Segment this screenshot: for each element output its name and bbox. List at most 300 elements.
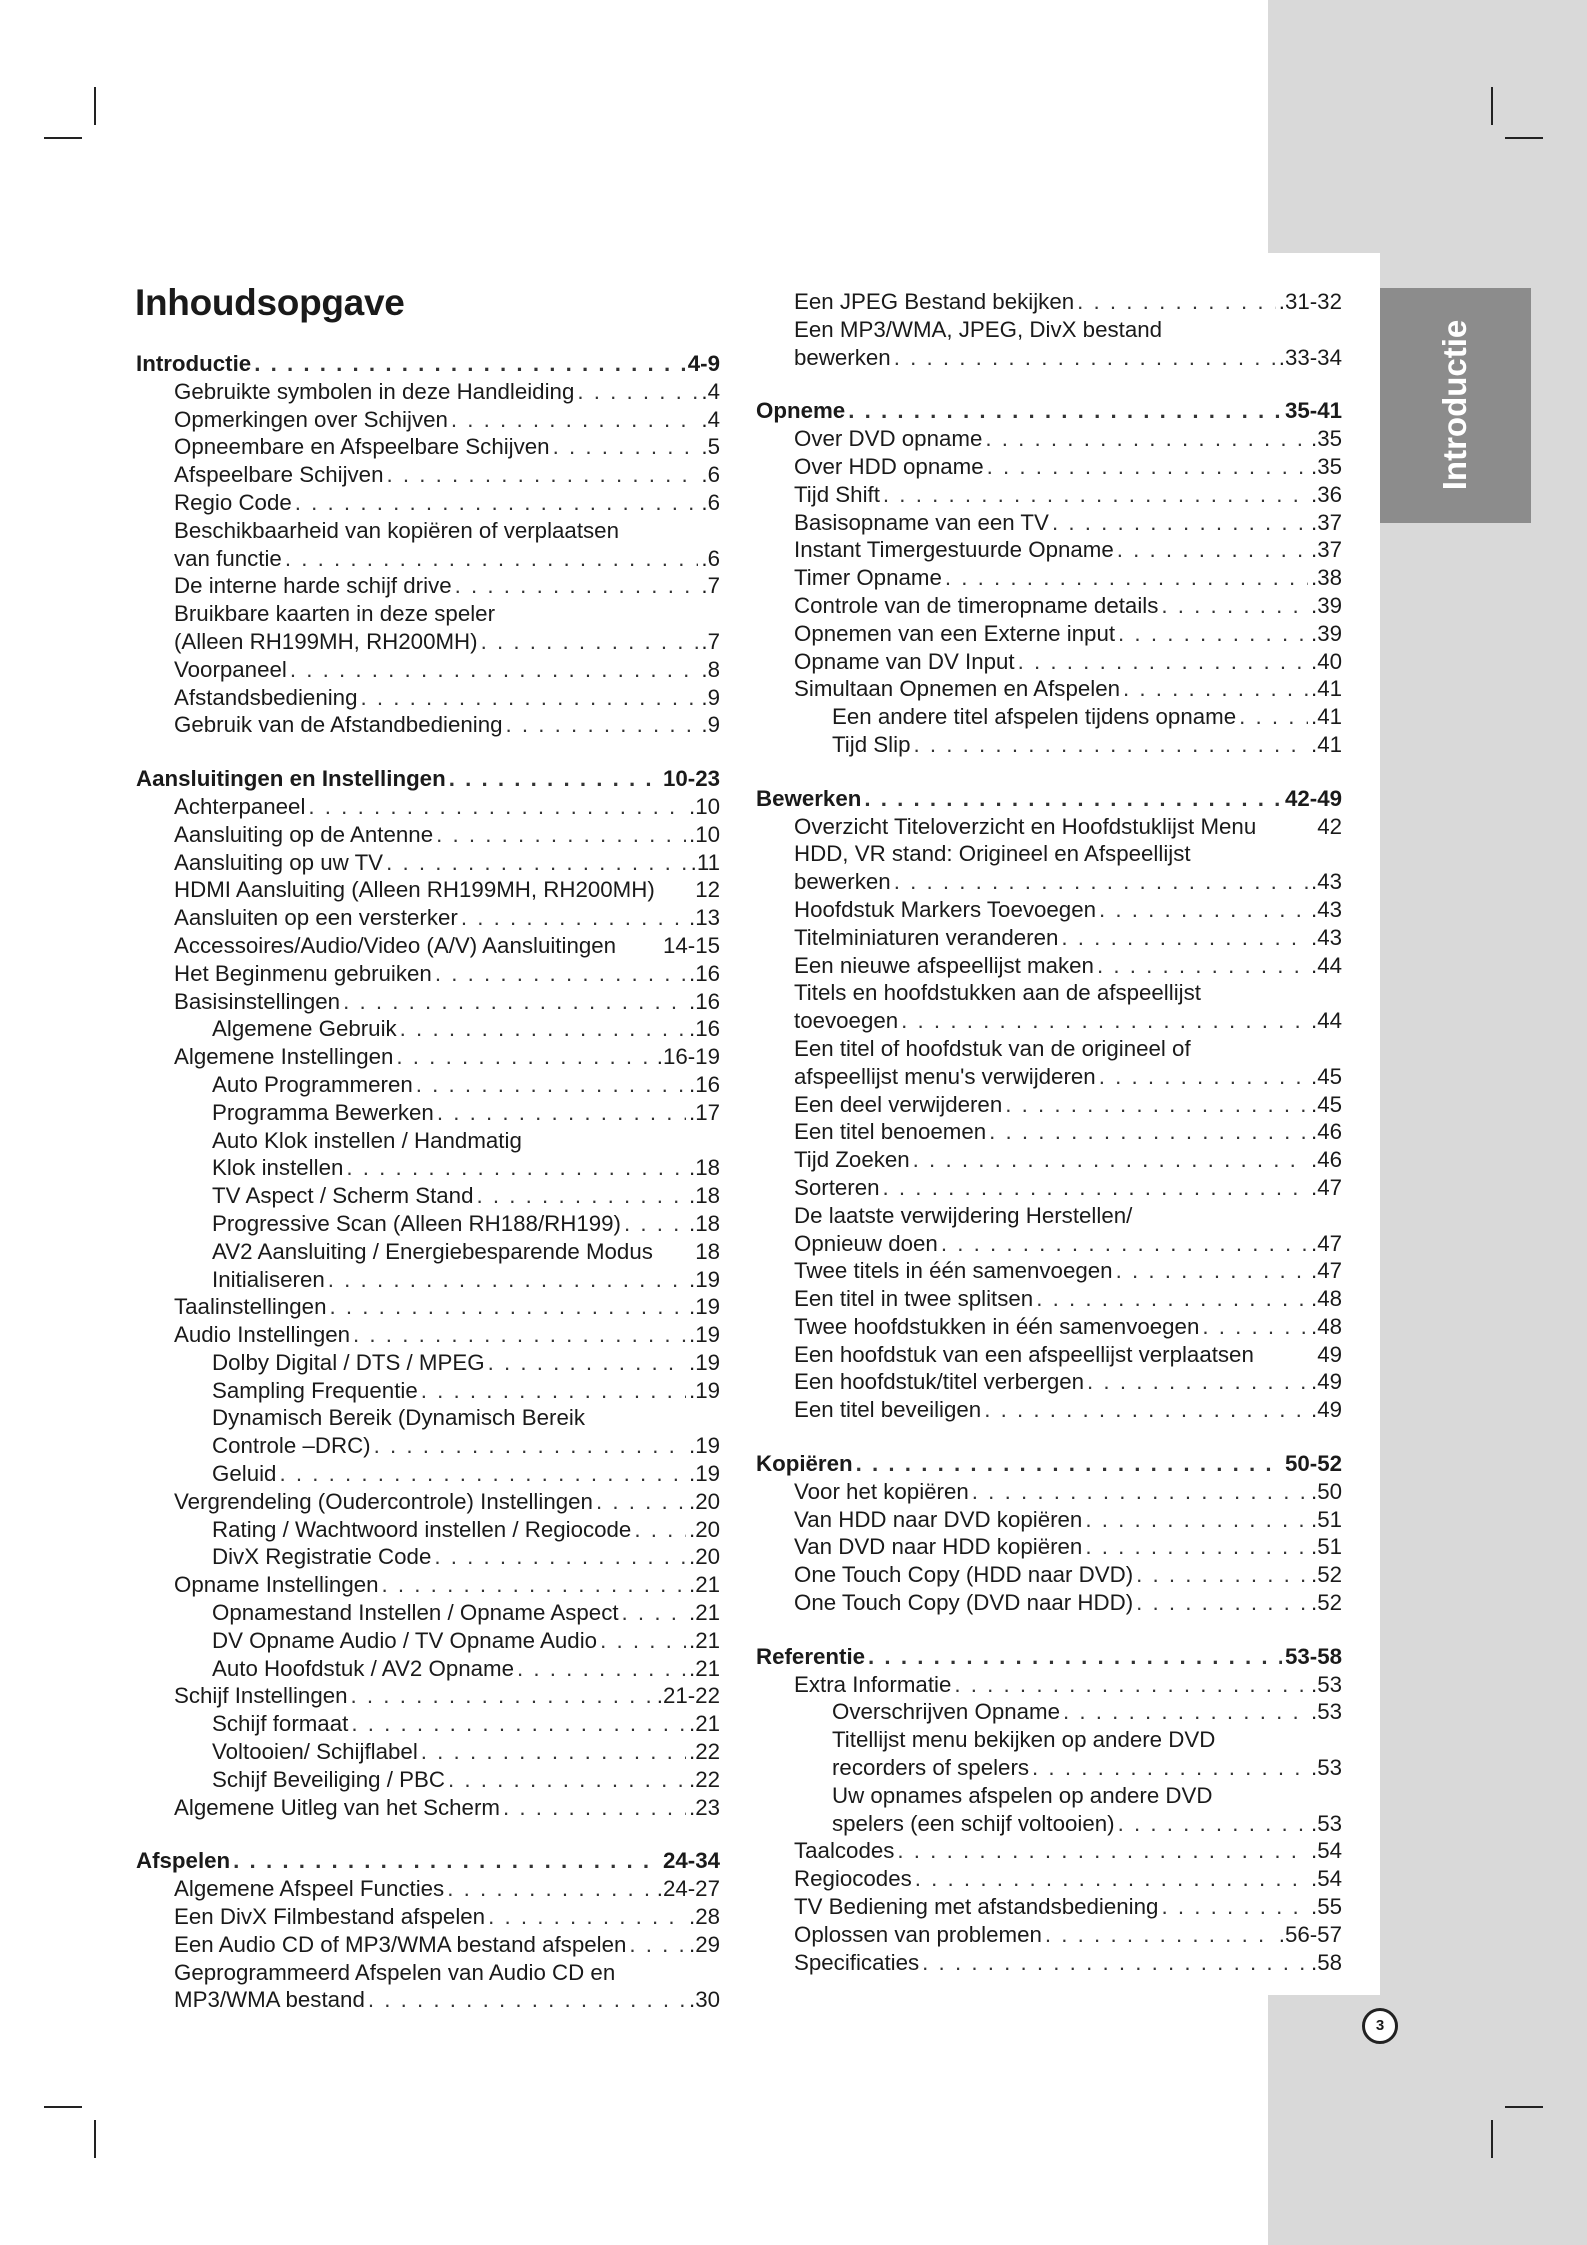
toc-dot-leader: [329, 1293, 686, 1321]
toc-entry: [756, 1257, 1342, 1285]
toc-dot-leader: [368, 1986, 686, 2014]
toc-page-number: .18: [689, 1183, 720, 1209]
toc-dot-leader: [1036, 1285, 1308, 1313]
toc-entry: [756, 675, 1342, 703]
toc-entry-title: spelers (een schijf voltooien): [832, 1810, 1115, 1836]
toc-entry-title: Bruikbare kaarten in deze speler: [174, 601, 496, 627]
toc-entry: [756, 1313, 1342, 1341]
toc-dot-leader: [913, 1146, 1308, 1174]
toc-entry: [136, 1127, 720, 1155]
toc-entry: [136, 1432, 720, 1460]
toc-section-heading: [136, 1847, 720, 1875]
toc-entry: [136, 849, 720, 877]
toc-page-number: .55: [1311, 1894, 1342, 1920]
toc-entry-title: Basisinstellingen: [174, 988, 341, 1014]
toc-section-heading: [756, 397, 1342, 425]
toc-entry: [756, 425, 1342, 453]
toc-entry: [136, 1349, 720, 1377]
toc-dot-leader: [1005, 1091, 1308, 1119]
toc-dot-leader: [1118, 1810, 1308, 1838]
toc-entry-title: Over DVD opname: [794, 426, 983, 452]
toc-entry-title: Extra Informatie: [794, 1671, 952, 1697]
toc-entry-title: Afspeelbare Schijven: [174, 462, 384, 488]
toc-page-number: .28: [689, 1904, 720, 1930]
toc-dot-leader: [1085, 1533, 1308, 1561]
toc-entry: [136, 517, 720, 545]
page-number: 3: [1362, 2008, 1398, 2044]
toc-entry-title: Afspelen: [136, 1848, 231, 1874]
toc-page-number: .43: [1311, 869, 1342, 895]
toc-entry: [136, 1599, 720, 1627]
toc-page-number: 12: [695, 877, 720, 903]
toc-dot-leader: [941, 1230, 1308, 1258]
toc-entry-title: Accessoires/Audio/Video (A/V) Aansluitingen: [174, 932, 617, 958]
toc-entry: [136, 1099, 720, 1127]
toc-section-heading: [756, 1450, 1342, 1478]
toc-dot-leader: [386, 849, 688, 877]
toc-page-number: .31-32: [1278, 289, 1342, 314]
toc-entry-title: Instant Timergestuurde Opname: [794, 537, 1114, 563]
toc-entry: [756, 288, 1342, 316]
toc-entry: [756, 1837, 1342, 1865]
toc-entry: [136, 406, 720, 434]
toc-entry: [756, 1589, 1342, 1617]
toc-page-number: .24-27: [656, 1876, 720, 1902]
toc-page-number: .29: [689, 1931, 720, 1957]
toc-page-number: .39: [1311, 592, 1342, 618]
toc-dot-leader: [290, 656, 699, 684]
toc-page-number: .48: [1311, 1286, 1342, 1312]
toc-page-number: .20: [689, 1488, 720, 1514]
toc-entry: [136, 461, 720, 489]
toc-dot-leader: [448, 1766, 686, 1794]
toc-dot-leader: [1063, 1698, 1308, 1726]
toc-dot-leader: [386, 461, 698, 489]
toc-entry: [756, 536, 1342, 564]
toc-entry-title: bewerken: [794, 869, 891, 895]
toc-dot-leader: [1061, 924, 1308, 952]
page-title: Inhoudsopgave: [135, 282, 405, 323]
crop-mark: [1491, 87, 1493, 125]
toc-entry-title: Specificaties: [794, 1949, 920, 1975]
crop-mark: [94, 2120, 96, 2158]
toc-dot-leader: [922, 1949, 1308, 1977]
toc-dot-leader: [503, 1794, 686, 1822]
toc-entry-title: Opneme: [756, 398, 846, 424]
toc-entry-title: Algemene Afspeel Functies: [174, 1876, 445, 1902]
crop-mark: [1491, 2120, 1493, 2158]
toc-entry-title: Een titel in twee splitsen: [794, 1286, 1034, 1312]
toc-page-number: .21: [689, 1572, 720, 1598]
toc-entry-title: Dynamisch Bereik (Dynamisch Bereik: [212, 1405, 585, 1431]
toc-entry-title: Auto Klok instellen / Handmatig: [212, 1127, 522, 1153]
side-margin-band-bottom: [1268, 1995, 1587, 2245]
toc-page-number: .13: [689, 905, 720, 931]
toc-page-number: .21: [689, 1655, 720, 1681]
toc-entry: [136, 1931, 720, 1959]
toc-dot-leader: [848, 397, 1282, 425]
toc-entry: [136, 1404, 720, 1432]
toc-entry: [756, 1478, 1342, 1506]
toc-entry-title: bewerken: [794, 344, 891, 370]
toc-page-number: .22: [689, 1739, 720, 1765]
toc-entry: [136, 1959, 720, 1987]
toc-entry-title: Van DVD naar HDD kopiëren: [794, 1534, 1083, 1560]
toc-page-number: .38: [1311, 565, 1342, 591]
toc-entry-title: Een DivX Filmbestand afspelen: [174, 1904, 486, 1930]
toc-entry: [756, 924, 1342, 952]
toc-entry-title: toevoegen: [794, 1008, 899, 1034]
toc-entry-title: Regio Code: [174, 489, 292, 515]
toc-entry-title: Oplossen van problemen: [794, 1921, 1042, 1947]
toc-page-number: .22: [689, 1766, 720, 1792]
toc-page-number: 42-49: [1284, 785, 1342, 811]
toc-entry: [756, 509, 1342, 537]
toc-entry-title: Referentie: [756, 1643, 866, 1669]
toc-entry: [136, 904, 720, 932]
toc-entry: [136, 1794, 720, 1822]
crop-mark: [44, 2106, 82, 2108]
toc-entry: [136, 1238, 720, 1266]
toc-page-number: .54: [1311, 1838, 1342, 1864]
toc-dot-leader: [1087, 1368, 1308, 1396]
toc-entry-title: DivX Registratie Code: [212, 1544, 432, 1570]
toc-entry: [756, 1091, 1342, 1119]
toc-page-number: .7: [701, 628, 720, 654]
toc-entry: [136, 1293, 720, 1321]
toc-page-number: .19: [689, 1461, 720, 1487]
toc-entry: [756, 1368, 1342, 1396]
toc-page-number: .20: [689, 1516, 720, 1542]
toc-page-number: .20: [689, 1544, 720, 1570]
toc-page-number: .19: [689, 1349, 720, 1375]
toc-dot-leader: [864, 785, 1282, 813]
toc-dot-leader: [1045, 1921, 1276, 1949]
toc-page-number: .49: [1311, 1397, 1342, 1423]
toc-entry-title: Aansluiting op uw TV: [174, 849, 384, 875]
toc-entry: [756, 1671, 1342, 1699]
toc-entry-title: Algemene Uitleg van het Scherm: [174, 1794, 500, 1820]
toc-dot-leader: [972, 1478, 1308, 1506]
toc-entry-title: Vergrendeling (Oudercontrole) Instellingen: [174, 1488, 593, 1514]
toc-page-number: .9: [701, 712, 720, 738]
toc-page-number: .54: [1311, 1866, 1342, 1892]
toc-page-number: .51: [1311, 1506, 1342, 1532]
toc-dot-leader: [1099, 1063, 1308, 1091]
toc-entry: [136, 1266, 720, 1294]
toc-entry: [136, 1875, 720, 1903]
toc-entry: [136, 1903, 720, 1931]
toc-page-number: .5: [701, 434, 720, 460]
toc-dot-leader: [434, 1543, 686, 1571]
toc-page-number: .37: [1311, 537, 1342, 563]
toc-entry-title: Een Audio CD of MP3/WMA bestand afspelen: [174, 1931, 627, 1957]
toc-entry: [756, 731, 1342, 759]
toc-entry: [756, 1949, 1342, 1977]
toc-entry: [756, 1754, 1342, 1782]
toc-page-number: 14-15: [662, 932, 720, 958]
toc-page-number: 50-52: [1284, 1451, 1342, 1477]
toc-dot-leader: [343, 988, 686, 1016]
toc-dot-leader: [989, 1118, 1308, 1146]
toc-page-number: .17: [689, 1099, 720, 1125]
toc-entry: [136, 988, 720, 1016]
toc-entry: [136, 656, 720, 684]
toc-entry-title: De laatste verwijdering Herstellen/: [794, 1202, 1133, 1228]
toc-entry: [136, 572, 720, 600]
toc-dot-leader: [985, 425, 1308, 453]
toc-dot-leader: [461, 904, 686, 932]
toc-dot-leader: [435, 960, 686, 988]
toc-entry-title: Rating / Wachtwoord instellen / Regiocode: [212, 1516, 632, 1542]
toc-entry-title: Een nieuwe afspeellijst maken: [794, 952, 1094, 978]
toc-entry: [136, 793, 720, 821]
toc-dot-leader: [894, 868, 1308, 896]
toc-entry: [756, 316, 1342, 344]
toc-dot-leader: [447, 1875, 654, 1903]
toc-dot-leader: [1032, 1754, 1308, 1782]
toc-page-number: .40: [1311, 648, 1342, 674]
toc-page-number: .48: [1311, 1313, 1342, 1339]
toc-page-number: .41: [1311, 704, 1342, 730]
toc-entry-title: Voor het kopiëren: [794, 1478, 969, 1504]
toc-entry: [136, 1571, 720, 1599]
toc-entry-title: Geprogrammeerd Afspelen van Audio CD en: [174, 1959, 616, 1985]
toc-dot-leader: [1077, 288, 1276, 316]
toc-entry-title: Controle van de timeropname details: [794, 592, 1159, 618]
toc-entry-title: Afstandsbediening: [174, 684, 358, 710]
toc-entry-title: Titelminiaturen veranderen: [794, 924, 1059, 950]
toc-entry-title: van functie: [174, 545, 282, 571]
toc-entry-title: Initialiseren: [212, 1266, 325, 1292]
toc-page-number: .8: [701, 656, 720, 682]
toc-page-number: .44: [1311, 952, 1342, 978]
toc-dot-leader: [295, 489, 699, 517]
toc-dot-leader: [328, 1266, 686, 1294]
toc-entry: [136, 1627, 720, 1655]
toc-entry: [756, 896, 1342, 924]
toc-dot-leader: [437, 1099, 686, 1127]
toc-entry-title: Opnieuw doen: [794, 1230, 938, 1256]
toc-dot-leader: [436, 821, 686, 849]
toc-dot-leader: [400, 1015, 686, 1043]
toc-entry: [136, 1488, 720, 1516]
toc-dot-leader: [622, 1599, 686, 1627]
toc-entry: [756, 453, 1342, 481]
toc-entry-title: Taalcodes: [794, 1838, 895, 1864]
toc-entry: [756, 620, 1342, 648]
toc-page-number: .9: [701, 684, 720, 710]
toc-dot-leader: [455, 572, 699, 600]
toc-entry-title: Schijf Beveiliging / PBC: [212, 1766, 445, 1792]
toc-dot-leader: [987, 453, 1308, 481]
toc-page-number: .19: [689, 1266, 720, 1292]
toc-entry: [136, 489, 720, 517]
toc-entry-title: Opnamestand Instellen / Opname Aspect: [212, 1600, 619, 1626]
toc-entry: [756, 979, 1342, 1007]
toc-page-number: 49: [1317, 1341, 1342, 1367]
toc-page-number: .19: [689, 1377, 720, 1403]
toc-page-number: .16: [689, 1016, 720, 1042]
toc-entry-title: Een hoofdstuk van een afspeellijst verplaatsen: [794, 1341, 1254, 1367]
toc-dot-leader: [856, 1450, 1282, 1478]
toc-entry-title: Gebruik van de Afstandbediening: [174, 712, 503, 738]
toc-entry: [136, 1043, 720, 1071]
toc-section-heading: [756, 1643, 1342, 1671]
toc-dot-leader: [416, 1071, 686, 1099]
toc-page-number: .10: [689, 821, 720, 847]
toc-dot-leader: [517, 1655, 686, 1683]
toc-entry: [136, 684, 720, 712]
toc-entry-title: Een JPEG Bestand bekijken: [794, 289, 1075, 314]
toc-page-number: .16: [689, 1071, 720, 1097]
toc-entry: [136, 876, 720, 904]
toc-entry-title: Regiocodes: [794, 1866, 912, 1892]
toc-dot-leader: [894, 344, 1276, 372]
toc-dot-leader: [868, 1643, 1282, 1671]
toc-dot-leader: [553, 433, 699, 461]
toc-page-number: 35-41: [1284, 398, 1342, 424]
toc-dot-leader: [883, 1174, 1308, 1202]
toc-entry: [136, 1655, 720, 1683]
toc-page-number: .53: [1311, 1810, 1342, 1836]
toc-entry: [756, 1726, 1342, 1754]
toc-entry-title: Twee hoofdstukken in één samenvoegen: [794, 1313, 1200, 1339]
toc-page-number: .52: [1311, 1590, 1342, 1616]
toc-dot-leader: [506, 711, 699, 739]
toc-dot-leader: [351, 1710, 686, 1738]
toc-entry: [756, 1202, 1342, 1230]
toc-entry-title: Twee titels in één samenvoegen: [794, 1258, 1113, 1284]
toc-page-number: .11: [690, 849, 720, 875]
toc-entry-title: AV2 Aansluiting / Energiebesparende Modus: [212, 1238, 653, 1264]
toc-entry-title: afspeellijst menu's verwijderen: [794, 1063, 1096, 1089]
toc-entry: [136, 378, 720, 406]
toc-page-number: .49: [1311, 1369, 1342, 1395]
toc-dot-leader: [421, 1377, 686, 1405]
crop-mark: [1505, 137, 1543, 139]
toc-page-number: .53: [1311, 1699, 1342, 1725]
toc-page-number: .47: [1311, 1258, 1342, 1284]
toc-page-number: .47: [1311, 1230, 1342, 1256]
toc-page-number: .37: [1311, 509, 1342, 535]
toc-entry-title: Aansluiten op een versterker: [174, 905, 458, 931]
toc-entry-title: Algemene Instellingen: [174, 1044, 394, 1070]
toc-dot-leader: [1161, 592, 1308, 620]
toc-entry: [756, 1035, 1342, 1063]
toc-entry-title: Tijd Zoeken: [794, 1147, 910, 1173]
toc-entry: [136, 821, 720, 849]
toc-dot-leader: [624, 1210, 686, 1238]
section-tab-label: Introductie: [1436, 319, 1473, 491]
toc-page-number: .45: [1311, 1091, 1342, 1117]
toc-dot-leader: [382, 1571, 686, 1599]
toc-page-number: .52: [1311, 1562, 1342, 1588]
toc-entry: [756, 1285, 1342, 1313]
toc-page-number: 4-9: [687, 351, 720, 376]
toc-dot-leader: [254, 350, 685, 378]
toc-entry-title: Een hoofdstuk/titel verbergen: [794, 1369, 1085, 1395]
toc-entry-title: Timer Opname: [794, 565, 942, 591]
toc-entry: [136, 600, 720, 628]
toc-entry: [756, 1007, 1342, 1035]
toc-entry: [136, 1071, 720, 1099]
toc-entry-title: Overschrijven Opname: [832, 1699, 1061, 1725]
toc-entry-title: Sorteren: [794, 1174, 880, 1200]
toc-page-number: .35: [1311, 426, 1342, 452]
toc-entry-title: Een deel verwijderen: [794, 1091, 1003, 1117]
toc-dot-leader: [629, 1931, 686, 1959]
toc-page-number: .23: [689, 1794, 720, 1820]
toc-dot-leader: [913, 731, 1308, 759]
toc-entry-title: Achterpaneel: [174, 793, 306, 819]
toc-entry-title: Opnemen van een Externe input: [794, 620, 1116, 646]
toc-entry: [756, 648, 1342, 676]
crop-mark: [94, 87, 96, 125]
toc-entry-title: HDMI Aansluiting (Alleen RH199MH, RH200MH): [174, 877, 655, 903]
toc-entry-title: Opname Instellingen: [174, 1572, 379, 1598]
toc-page-number: .7: [701, 573, 720, 599]
toc-dot-leader: [1099, 896, 1308, 924]
toc-entry-title: Progressive Scan (Alleen RH188/RH199): [212, 1210, 621, 1236]
toc-entry: [136, 628, 720, 656]
toc-entry: [756, 813, 1342, 841]
toc-page-number: .50: [1311, 1478, 1342, 1504]
toc-entry-title: Introductie: [136, 351, 252, 376]
toc-entry-title: Sampling Frequentie: [212, 1377, 418, 1403]
crop-mark: [44, 137, 82, 139]
toc-page-number: .19: [689, 1433, 720, 1459]
toc-entry-title: Een titel benoemen: [794, 1119, 987, 1145]
toc-page-number: .43: [1311, 924, 1342, 950]
toc-dot-leader: [308, 793, 686, 821]
toc-entry-title: Schijf Instellingen: [174, 1683, 348, 1709]
toc-entry: [756, 1174, 1342, 1202]
toc-entry: [136, 1682, 720, 1710]
toc-entry-title: One Touch Copy (HDD naar DVD): [794, 1562, 1134, 1588]
toc-dot-leader: [596, 1488, 686, 1516]
toc-dot-leader: [488, 1903, 686, 1931]
toc-dot-leader: [346, 1154, 686, 1182]
toc-dot-leader: [984, 1396, 1308, 1424]
toc-dot-leader: [1136, 1589, 1308, 1617]
toc-dot-leader: [421, 1738, 686, 1766]
toc-entry-title: Auto Hoofdstuk / AV2 Opname: [212, 1655, 515, 1681]
toc-page-number: .51: [1311, 1534, 1342, 1560]
toc-dot-leader: [1136, 1561, 1308, 1589]
toc-page-number: .4: [701, 406, 720, 432]
toc-entry: [756, 1396, 1342, 1424]
toc-page-number: .35: [1311, 453, 1342, 479]
toc-entry-title: (Alleen RH199MH, RH200MH): [174, 628, 478, 654]
toc-entry-title: Beschikbaarheid van kopiëren of verplaatsen: [174, 517, 619, 543]
toc-page-number: 10-23: [662, 766, 720, 792]
toc-page-number: .6: [701, 545, 720, 571]
toc-entry-title: Overzicht Titeloverzicht en Hoofdstuklijst Menu: [794, 813, 1257, 839]
toc-entry: [756, 1506, 1342, 1534]
toc-entry-title: MP3/WMA bestand: [174, 1987, 365, 2013]
toc-dot-leader: [901, 1007, 1308, 1035]
toc-entry: [136, 1543, 720, 1571]
toc-dot-leader: [634, 1516, 686, 1544]
toc-entry: [136, 1154, 720, 1182]
toc-dot-leader: [945, 564, 1308, 592]
toc-page-number: .46: [1311, 1119, 1342, 1145]
toc-page-number: .46: [1311, 1147, 1342, 1173]
toc-entry: [136, 711, 720, 739]
toc-entry-title: Gebruikte symbolen in deze Handleiding: [174, 378, 575, 404]
toc-page-number: .19: [689, 1294, 720, 1320]
